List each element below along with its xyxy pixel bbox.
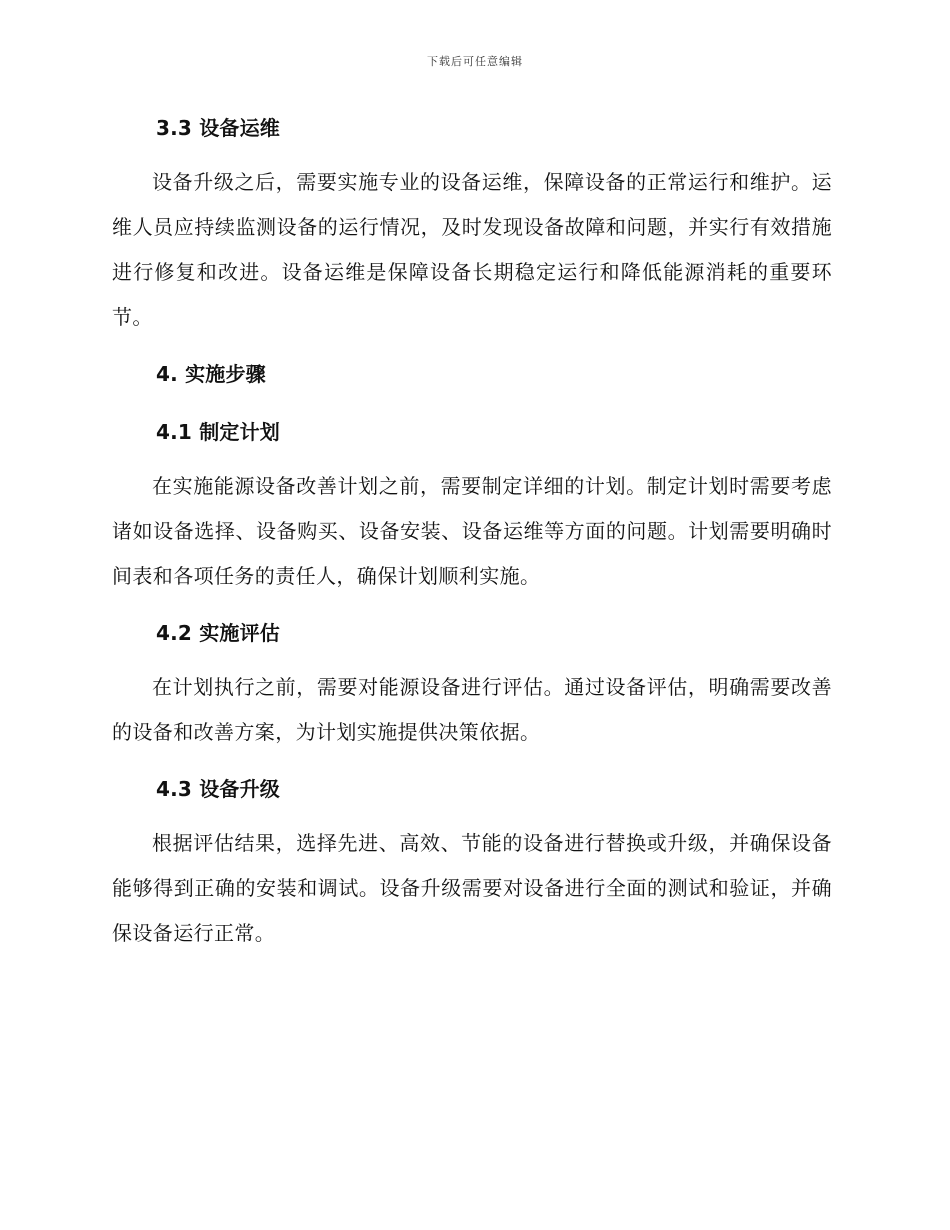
document-body [112,108,832,956]
paragraph-3-3: 设备升级之后，需要实施专业的设备运维，保障设备的正常运行和维护。运维人员应持续监测设备的运行情况，及时发现设备故障和问题，并实行有效措施进行修复和改进。设备运维是保障设备长期稳定运行和降低能源消耗的重要环节。 [112,170,832,329]
spacer [112,340,832,354]
paragraph-4-1: 在实施能源设备改善计划之前，需要制定详细的计划。制定计划时需要考虑诸如设备选择、设备购买、设备安装、设备运维等方面的问题。计划需要明确时间表和各项任务的责任人，确保计划顺利实施。 [112,474,832,588]
spacer [112,653,832,665]
spacer [112,755,832,769]
spacer [112,452,832,464]
section-heading-4-2: 4.2 实施评估 [156,621,280,645]
section-heading-4-3: 4.3 设备升级 [156,777,280,801]
paragraph-4-2: 在计划执行之前，需要对能源设备进行评估。通过设备评估，明确需要改善的设备和改善方案，为计划实施提供决策依据。 [112,675,832,744]
paragraph-4-3: 根据评估结果，选择先进、高效、节能的设备进行替换或升级，并确保设备能够得到正确的安装和调试。设备升级需要对设备进行全面的测试和验证，并确保设备运行正常。 [112,831,832,945]
spacer [112,809,832,821]
spacer [112,148,832,160]
page-header: 下载后可任意编辑 [427,55,523,68]
section-heading-4: 4. 实施步骤 [156,362,266,386]
spacer [112,394,832,412]
section-heading-3-3: 3.3 设备运维 [156,116,280,140]
section-heading-4-1: 4.1 制定计划 [156,420,280,444]
spacer [112,599,832,613]
